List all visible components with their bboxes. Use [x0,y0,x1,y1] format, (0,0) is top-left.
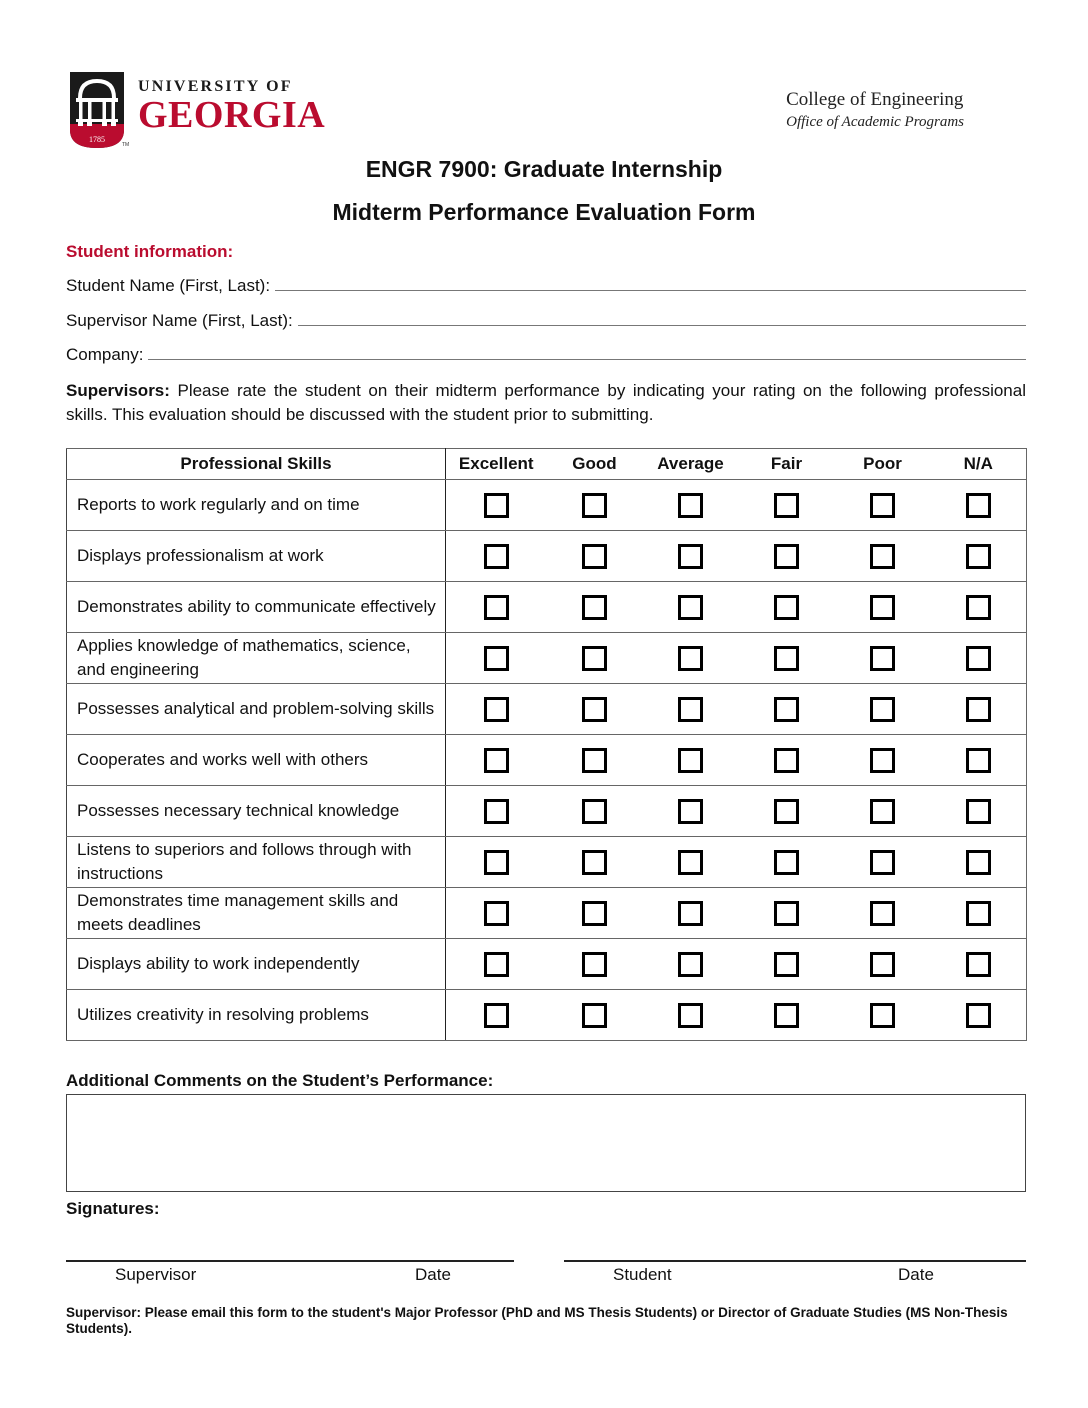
checkbox-fair[interactable] [774,1003,799,1028]
shield-year: 1785 [89,135,105,144]
skill-label: Demonstrates time management skills and meets deadlines [67,888,446,939]
checkbox-excellent[interactable] [484,952,509,977]
rating-cell-excellent [446,582,547,633]
supervisor-signature-caption: Supervisor [115,1265,197,1284]
checkbox-average[interactable] [678,850,703,875]
table-row [67,837,1027,888]
supervisor-name-field[interactable] [66,311,1026,331]
skill-label: Demonstrates ability to communicate effectively [67,582,446,633]
rating-cell-fair [739,633,835,684]
checkbox-average[interactable] [678,799,703,824]
rating-cell-excellent [446,939,547,990]
checkbox-n-a[interactable] [966,952,991,977]
checkbox-n-a[interactable] [966,850,991,875]
rating-cell-poor [835,786,931,837]
college-name: College of Engineering [786,89,964,110]
checkbox-n-a[interactable] [966,799,991,824]
company-field[interactable] [66,345,1026,365]
rating-cell-n-a [931,582,1027,633]
table-row [67,786,1027,837]
rating-cell-good [547,786,643,837]
skill-label: Reports to work regularly and on time [67,480,446,531]
rating-cell-n-a [931,837,1027,888]
checkbox-excellent[interactable] [484,901,509,926]
checkbox-fair[interactable] [774,952,799,977]
table-row [67,735,1027,786]
rating-cell-excellent [446,531,547,582]
rating-cell-average [643,684,739,735]
rating-cell-fair [739,990,835,1041]
checkbox-n-a[interactable] [966,1003,991,1028]
rating-cell-fair [739,888,835,939]
rating-cell-poor [835,735,931,786]
checkbox-poor[interactable] [870,544,895,569]
rating-cell-n-a [931,888,1027,939]
rating-cell-average [643,990,739,1041]
rating-cell-fair [739,939,835,990]
checkbox-fair[interactable] [774,901,799,926]
checkbox-poor[interactable] [870,595,895,620]
rating-cell-excellent [446,735,547,786]
rating-cell-good [547,582,643,633]
submission-footnote: Supervisor: Please email this form to the student's Major Professor (PhD and MS Thesis Students) or Director of Graduate Studies (MS Non-Thesis Students). [66,1305,1008,1336]
comments-label: Additional Comments on the Student’s Performance: [66,1071,494,1090]
rating-cell-good [547,633,643,684]
checkbox-excellent[interactable] [484,493,509,518]
trademark-mark: TM [122,142,130,148]
rating-cell-excellent [446,684,547,735]
checkbox-good[interactable] [582,748,607,773]
table-row [67,888,1027,939]
rating-cell-fair [739,684,835,735]
checkbox-excellent[interactable] [484,748,509,773]
rating-cell-good [547,888,643,939]
rating-cell-average [643,633,739,684]
supervisor-signature-line[interactable] [66,1260,514,1262]
checkbox-excellent[interactable] [484,1003,509,1028]
table-row [67,480,1027,531]
checkbox-good[interactable] [582,952,607,977]
checkbox-average[interactable] [678,901,703,926]
skill-label: Applies knowledge of mathematics, science, and engineering [67,633,446,684]
checkbox-poor[interactable] [870,748,895,773]
checkbox-n-a[interactable] [966,544,991,569]
rating-cell-good [547,990,643,1041]
student-name-input[interactable] [275,289,1026,291]
rating-cell-n-a [931,684,1027,735]
checkbox-fair[interactable] [774,544,799,569]
supervisor-name-label: Supervisor Name (First, Last): [66,311,293,330]
checkbox-fair[interactable] [774,850,799,875]
rating-cell-fair [739,786,835,837]
rating-cell-excellent [446,786,547,837]
student-name-field[interactable] [66,276,1026,296]
uga-arch-shield-icon [70,72,124,148]
skill-label: Displays professionalism at work [67,531,446,582]
skill-label: Cooperates and works well with others [67,735,446,786]
checkbox-average[interactable] [678,493,703,518]
checkbox-fair[interactable] [774,697,799,722]
column-header-poor: Poor [835,449,931,480]
checkbox-good[interactable] [582,544,607,569]
rating-cell-poor [835,531,931,582]
checkbox-poor[interactable] [870,493,895,518]
rating-cell-n-a [931,735,1027,786]
supervisor-date-caption: Date [415,1265,451,1284]
wordmark-line2: GEORGIA [138,94,326,136]
checkbox-fair[interactable] [774,595,799,620]
column-header-skills: Professional Skills [67,449,446,480]
skill-label: Possesses analytical and problem-solving skills [67,684,446,735]
office-name: Office of Academic Programs [786,114,964,130]
rating-cell-fair [739,480,835,531]
form-title: Midterm Performance Evaluation Form [332,199,756,225]
rating-cell-fair [739,837,835,888]
company-input[interactable] [148,358,1026,360]
checkbox-good[interactable] [582,493,607,518]
column-header-fair: Fair [739,449,835,480]
checkbox-excellent[interactable] [484,646,509,671]
rating-cell-average [643,735,739,786]
rating-cell-poor [835,582,931,633]
rating-cell-poor [835,684,931,735]
checkbox-fair[interactable] [774,493,799,518]
checkbox-average[interactable] [678,748,703,773]
rating-cell-average [643,837,739,888]
checkbox-excellent[interactable] [484,544,509,569]
checkbox-n-a[interactable] [966,697,991,722]
student-info-heading: Student information: [66,242,234,261]
skill-label: Displays ability to work independently [67,939,446,990]
checkbox-fair[interactable] [774,799,799,824]
checkbox-poor[interactable] [870,850,895,875]
rating-cell-n-a [931,480,1027,531]
checkbox-poor[interactable] [870,901,895,926]
column-header-average: Average [643,449,739,480]
student-signature-caption: Student [613,1265,672,1284]
table-row [67,684,1027,735]
checkbox-average[interactable] [678,595,703,620]
rating-cell-poor [835,480,931,531]
checkbox-good[interactable] [582,850,607,875]
checkbox-poor[interactable] [870,697,895,722]
rating-cell-poor [835,939,931,990]
rating-cell-good [547,480,643,531]
rating-cell-poor [835,633,931,684]
checkbox-n-a[interactable] [966,493,991,518]
supervisor-name-input[interactable] [298,324,1026,326]
checkbox-excellent[interactable] [484,799,509,824]
table-row [67,531,1027,582]
checkbox-average[interactable] [678,544,703,569]
checkbox-fair[interactable] [774,748,799,773]
checkbox-average[interactable] [678,646,703,671]
rating-cell-excellent [446,888,547,939]
rating-cell-good [547,939,643,990]
checkbox-average[interactable] [678,1003,703,1028]
rating-cell-poor [835,837,931,888]
rating-cell-n-a [931,939,1027,990]
checkbox-good[interactable] [582,901,607,926]
checkbox-poor[interactable] [870,952,895,977]
checkbox-good[interactable] [582,595,607,620]
skill-label: Listens to superiors and follows through with instructions [67,837,446,888]
rating-cell-excellent [446,633,547,684]
rating-cell-excellent [446,990,547,1041]
student-date-caption: Date [898,1265,934,1284]
checkbox-excellent[interactable] [484,850,509,875]
rating-cell-n-a [931,990,1027,1041]
checkbox-n-a[interactable] [966,901,991,926]
instructions-lead: Supervisors: [66,381,170,400]
company-label: Company: [66,345,144,364]
university-wordmark [138,78,325,134]
rating-cell-n-a [931,786,1027,837]
table-header-row [67,449,1027,480]
checkbox-n-a[interactable] [966,646,991,671]
rating-cell-average [643,531,739,582]
comments-textarea[interactable] [66,1094,1026,1192]
rating-cell-good [547,531,643,582]
rating-cell-good [547,837,643,888]
checkbox-average[interactable] [678,697,703,722]
university-logo [70,72,326,150]
column-header-excellent: Excellent [446,449,547,480]
column-header-good: Good [547,449,643,480]
wordmark-line1: UNIVERSITY OF [138,78,293,95]
ratings-table [66,448,1027,1041]
instructions-text: Please rate the student on their midterm performance by indicating your rating on the following professional skills. This evaluation should be discussed with the student prior to submitting. [66,381,1026,424]
checkbox-good[interactable] [582,1003,607,1028]
skill-label: Possesses necessary technical knowledge [67,786,446,837]
student-signature-line[interactable] [564,1260,1026,1262]
checkbox-excellent[interactable] [484,595,509,620]
checkbox-excellent[interactable] [484,697,509,722]
rating-cell-average [643,939,739,990]
table-row [67,633,1027,684]
rating-cell-good [547,735,643,786]
checkbox-good[interactable] [582,697,607,722]
checkbox-fair[interactable] [774,646,799,671]
checkbox-n-a[interactable] [966,748,991,773]
rating-cell-average [643,582,739,633]
rating-cell-fair [739,582,835,633]
checkbox-n-a[interactable] [966,595,991,620]
rating-cell-average [643,786,739,837]
checkbox-poor[interactable] [870,1003,895,1028]
table-row [67,582,1027,633]
column-header-na: N/A [931,449,1027,480]
student-name-label: Student Name (First, Last): [66,276,271,295]
rating-cell-average [643,480,739,531]
checkbox-poor[interactable] [870,799,895,824]
table-row [67,990,1027,1041]
signatures-label: Signatures: [66,1199,160,1218]
rating-cell-n-a [931,633,1027,684]
rating-cell-poor [835,888,931,939]
rating-cell-excellent [446,837,547,888]
skill-label: Utilizes creativity in resolving problems [67,990,446,1041]
checkbox-average[interactable] [678,952,703,977]
rating-cell-excellent [446,480,547,531]
course-title: ENGR 7900: Graduate Internship [365,156,723,182]
checkbox-good[interactable] [582,646,607,671]
rating-cell-fair [739,531,835,582]
rating-cell-good [547,684,643,735]
rating-cell-n-a [931,531,1027,582]
college-header [786,88,964,132]
rating-cell-fair [739,735,835,786]
checkbox-poor[interactable] [870,646,895,671]
checkbox-good[interactable] [582,799,607,824]
rating-cell-average [643,888,739,939]
supervisor-instructions [66,379,1026,427]
table-row [67,939,1027,990]
rating-cell-poor [835,990,931,1041]
